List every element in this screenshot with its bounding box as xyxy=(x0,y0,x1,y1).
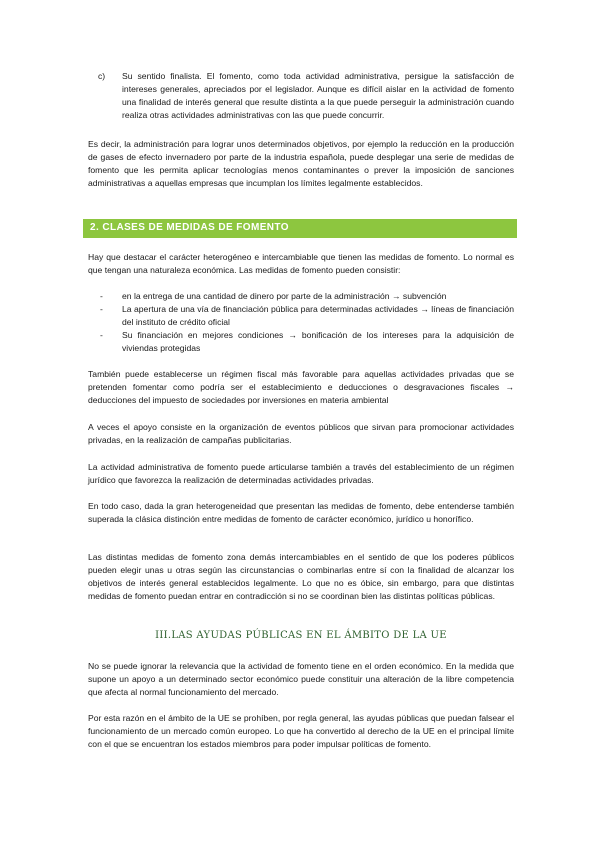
bullet-list xyxy=(100,290,514,355)
paragraph-clases: Hay que destacar el carácter heterogéneo e intercambiable que tienen las medidas de fomento. Lo normal es que tengan una naturaleza económica. Las medidas de fomento pueden consistir: xyxy=(88,252,514,275)
list-item-c xyxy=(98,70,514,122)
bullet-item xyxy=(100,303,514,329)
paragraph-juridico: La actividad administrativa de fomento puede articularse también a través del establecimiento de un régimen jurídico que favorezca la realización de determinadas actividades privadas. xyxy=(88,462,514,485)
paragraph-heterogeneidad: En todo caso, dada la gran heterogeneidad que presentan las medidas de fomento, debe entenderse también superada la clásica distinción entre medidas de fomento de carácter económico, jurídico u honorífico. xyxy=(88,501,514,524)
list-marker: c) xyxy=(98,71,106,81)
section-heading-bar xyxy=(83,219,517,238)
paragraph-intercambiables: Las distintas medidas de fomento zona demás intercambiables en el sentido de que los poderes públicos pueden elegir unas u otras según las circunstancias o combinarlas entre sí con la finalidad de alcanzar los objetivos de interés general establecidos legalmente. Lo que no es óbice, sin embargo, para que distintas medidas de fomento puedan entrar en contradicción si no se coordinan bien las distintas políticas públicas. xyxy=(88,552,514,601)
bullet-text: Su financiación en mejores condiciones → bonificación de los intereses para la adquisición de viviendas protegidas xyxy=(122,330,514,353)
bullet-dash: - xyxy=(100,291,103,301)
bullet-item xyxy=(100,290,514,303)
paragraph-fiscal: También puede establecerse un régimen fiscal más favorable para aquellas actividades privadas que se pretenden fomentar como podría ser el establecimiento e deducciones o desgravaciones fiscales → deducciones del impuesto de sociedades por inversiones en materia ambiental xyxy=(88,369,514,405)
paragraph-ue-2: Por esta razón en el ámbito de la UE se prohíben, por regla general, las ayudas públicas que puedan falsear el funcionamiento de un mercado común europeo. Lo que ha convertido al derecho de la UE en el principal límite con el que se encuentran los estados miembros para poder impulsar políticas de fomento. xyxy=(88,713,514,749)
bullet-dash: - xyxy=(100,330,103,340)
bullet-item xyxy=(100,329,514,355)
paragraph-ue-1: No se puede ignorar la relevancia que la actividad de fomento tiene en el orden económico. En la medida que supone un apoyo a un determinado sector económico puede constituir una alteración de la libre competencia que afecta al normal funcionamiento del mercado. xyxy=(88,661,514,697)
section-title: 2. CLASES DE MEDIDAS DE FOMENTO xyxy=(90,222,289,233)
paragraph-eventos: A veces el apoyo consiste en la organización de eventos públicos que sirvan para promocionar actividades privadas, en la realización de campañas publicitarias. xyxy=(88,422,514,445)
bullet-text: en la entrega de una cantidad de dinero por parte de la administración → subvención xyxy=(122,291,447,301)
bullet-text: La apertura de una vía de financiación pública para determinadas actividades → líneas de financiación del instituto de crédito oficial xyxy=(122,304,514,327)
bullet-dash: - xyxy=(100,304,103,314)
list-item-text: Su sentido finalista. El fomento, como toda actividad administrativa, persigue la satisfacción de intereses generales, apreciados por el legislador. Aunque es difícil aislar en la actividad de fomento una finalidad de interés general que resulte distinta a la que puede perseguir la administración cuando realiza otras actividades administrativas con las que puede concurrir. xyxy=(122,71,514,120)
heading-ayudas-ue: III.LAS AYUDAS PÚBLICAS EN EL ÁMBITO DE LA UE xyxy=(155,630,447,641)
paragraph-intro: Es decir, la administración para lograr unos determinados objetivos, por ejemplo la reducción en la producción de gases de efecto invernadero por parte de la industria española, puede desplegar una serie de medidas de fomento que les permita aplicar tecnologías menos contaminantes o prever la imposición de sanciones administrativas a aquellas empresas que incumplan los límites legalmente establecidos. xyxy=(88,139,514,188)
